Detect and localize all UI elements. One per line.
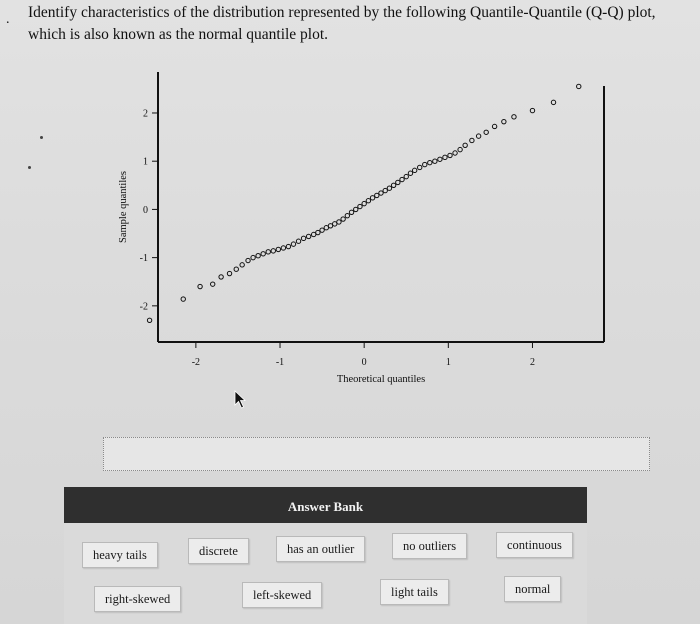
answer-bank <box>64 487 587 624</box>
qq-point <box>577 84 581 88</box>
qq-point <box>276 247 280 251</box>
qq-point <box>341 217 345 221</box>
question-bullet: . <box>6 12 10 27</box>
qq-point <box>181 297 185 301</box>
qq-point <box>408 171 412 175</box>
qq-point <box>418 165 422 169</box>
qq-point <box>463 143 467 147</box>
qq-point <box>412 168 416 172</box>
qq-point <box>210 282 214 286</box>
qq-point <box>433 159 437 163</box>
qq-point <box>470 138 474 142</box>
qq-point <box>458 147 462 151</box>
qq-point <box>296 239 300 243</box>
qq-point <box>286 244 290 248</box>
answer-chip-light-tails[interactable]: light tails <box>380 579 449 605</box>
answer-chip-right-skewed[interactable]: right-skewed <box>94 586 181 612</box>
qq-point <box>246 258 250 262</box>
x-tick-label: 1 <box>445 357 451 368</box>
qq-point <box>306 234 310 238</box>
speck <box>40 136 43 139</box>
qq-point <box>502 119 506 123</box>
answer-chip-left-skewed[interactable]: left-skewed <box>242 582 322 608</box>
qq-point <box>266 250 270 254</box>
qq-point <box>492 124 496 128</box>
y-tick-label: -1 <box>139 253 148 265</box>
qq-point <box>281 246 285 250</box>
qq-point <box>251 255 255 259</box>
qq-point <box>320 228 324 232</box>
qq-point <box>198 284 202 288</box>
x-axis-label: Theoretical quantiles <box>336 374 426 385</box>
qq-point <box>512 115 516 119</box>
qq-point <box>337 220 341 224</box>
speck <box>28 166 31 169</box>
x-tick-label: -2 <box>191 357 201 368</box>
qq-point <box>551 100 555 104</box>
qq-point <box>448 153 452 157</box>
qq-point <box>345 213 349 217</box>
qq-point <box>428 160 432 164</box>
question-line-2: which is also known as the normal quantile plot. <box>28 26 329 43</box>
qq-point <box>227 271 231 275</box>
qq-point <box>219 275 223 279</box>
qq-point <box>366 199 370 203</box>
qq-point <box>256 253 260 257</box>
qq-point <box>316 230 320 234</box>
qq-point <box>349 210 353 214</box>
qq-point <box>291 242 295 246</box>
y-tick-label: 1 <box>143 156 148 168</box>
qq-point <box>453 151 457 155</box>
qq-point <box>391 183 395 187</box>
qq-point <box>375 193 379 197</box>
qq-point <box>423 162 427 166</box>
x-tick-label: 2 <box>529 357 535 368</box>
qq-point <box>383 188 387 192</box>
qq-point <box>387 186 391 190</box>
qq-point <box>379 191 383 195</box>
y-tick-label: 2 <box>143 108 148 120</box>
qq-point <box>443 155 447 159</box>
qq-point <box>240 263 244 267</box>
qq-point <box>301 236 305 240</box>
answer-chip-normal[interactable]: normal <box>504 576 561 602</box>
qq-point <box>484 130 488 134</box>
y-tick-label: -2 <box>139 301 148 313</box>
mouse-pointer-icon <box>234 390 248 410</box>
qq-point <box>354 207 358 211</box>
qq-point <box>370 196 374 200</box>
qq-point <box>261 252 265 256</box>
qq-point <box>404 174 408 178</box>
qq-point <box>476 134 480 138</box>
qq-point <box>400 177 404 181</box>
answer-chip-continuous[interactable]: continuous <box>496 532 573 558</box>
qq-point <box>358 204 362 208</box>
qq-point <box>147 318 151 322</box>
answer-chip-discrete[interactable]: discrete <box>188 538 249 564</box>
qq-point <box>234 267 238 271</box>
x-tick-label: -1 <box>275 357 285 368</box>
answer-chip-heavy-tails[interactable]: heavy tails <box>82 542 158 568</box>
y-tick-label: 0 <box>143 204 148 216</box>
answer-drop-zone[interactable] <box>103 437 650 471</box>
x-tick-label: 0 <box>361 357 367 368</box>
qq-point <box>438 157 442 161</box>
y-axis-label: Sample quantiles <box>118 170 129 244</box>
qq-point <box>271 249 275 253</box>
question-line-1: Identify characteristics of the distribution represented by the following Quantile-Quantile (Q-Q) plot, <box>28 4 656 21</box>
answer-bank-title: Answer Bank <box>64 487 587 523</box>
qq-point <box>530 108 534 112</box>
qq-point <box>396 180 400 184</box>
answer-chip-has-an-outlier[interactable]: has an outlier <box>276 536 365 562</box>
answer-chip-no-outliers[interactable]: no outliers <box>392 533 467 559</box>
qq-point <box>362 201 366 205</box>
